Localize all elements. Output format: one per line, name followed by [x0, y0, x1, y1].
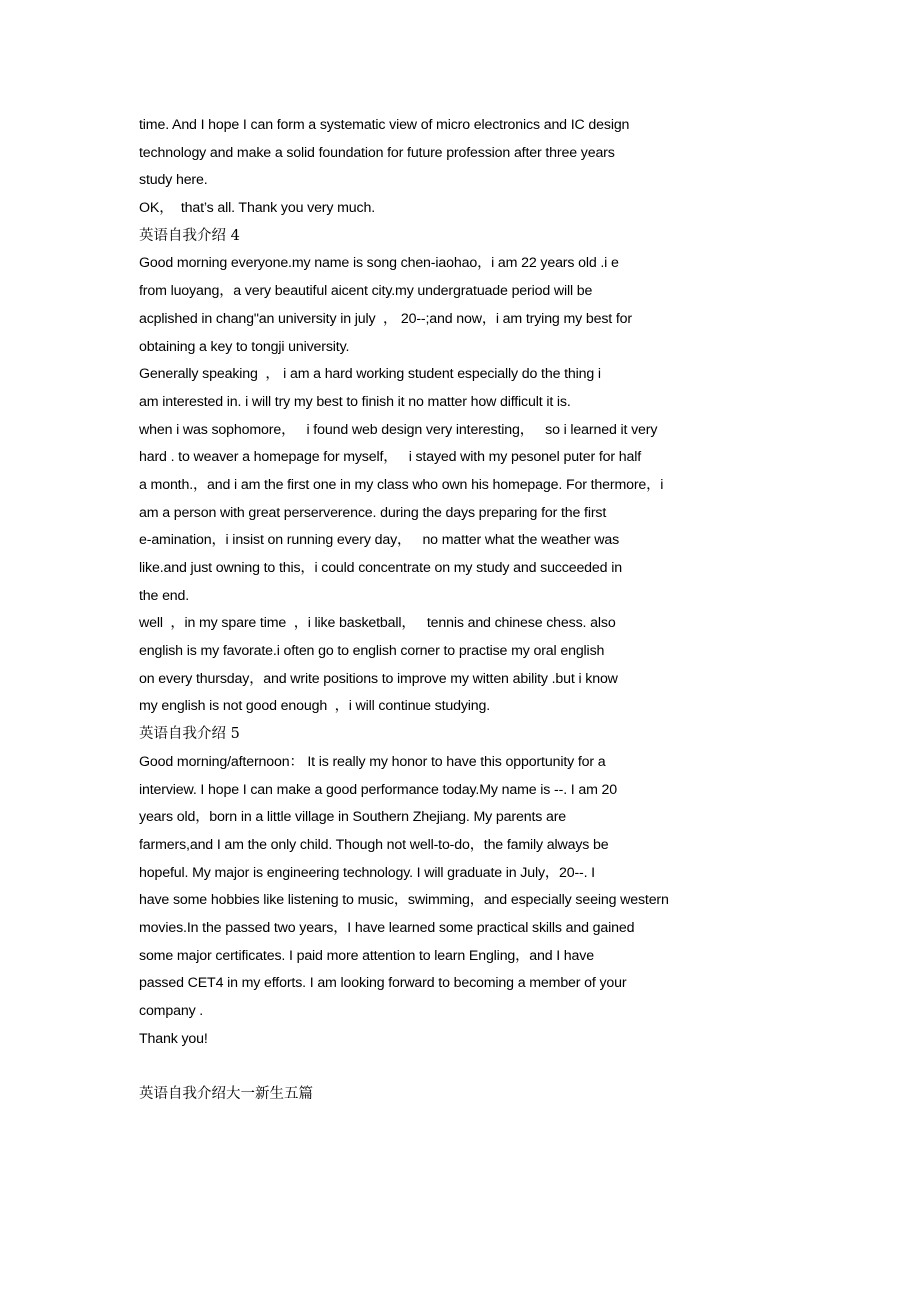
text-line: have some hobbies like listening to music，swimming，and especially seeing western — [139, 892, 669, 909]
text-line: study here. — [139, 172, 208, 189]
text-line: farmers,and I am the only child. Though not well-to-do，the family always be — [139, 836, 609, 853]
text-line: Thank you! — [139, 1030, 208, 1047]
text-line: obtaining a key to tongji university. — [139, 338, 350, 355]
document-footer-title: 英语自我介绍大一新生五篇 — [139, 1086, 313, 1103]
text-line: time. And I hope I can form a systematic view of micro electronics and IC design — [139, 117, 630, 133]
spacer — [139, 1056, 779, 1084]
text-line: like.and just owning to this，i could concentrate on my study and succeeded in — [139, 560, 622, 576]
section-heading: 英语自我介绍 4 — [139, 227, 240, 244]
text-line: passed CET4 in my efforts. I am looking forward to becoming a member of your — [139, 975, 627, 992]
section-4 — [139, 226, 779, 724]
text-line: am interested in. i will try my best to finish it no matter how difficult it is. — [139, 393, 571, 410]
text-line: years old，born in a little village in Southern Zhejiang. My parents are — [139, 809, 567, 826]
text-line: interview. I hope I can make a good performance today.My name is --. I am 20 — [139, 781, 618, 798]
document-page — [139, 115, 779, 1112]
text-line: some major certificates. I paid more attention to learn Engling，and I have — [139, 947, 594, 964]
section-heading: 英语自我介绍 5 — [139, 726, 240, 743]
intro-tail — [139, 115, 779, 226]
text-line: the end. — [139, 587, 190, 604]
text-line: e-amination，i insist on running every day， no matter what the weather was — [139, 532, 620, 549]
text-line: well ，in my spare time ，i like basketball， tennis and chinese chess. also — [139, 615, 616, 632]
text-line: hard . to weaver a homepage for myself， i stayed with my pesonel puter for half — [139, 449, 642, 466]
text-line: movies.In the passed two years，I have learned some practical skills and gained — [139, 919, 635, 936]
text-line: am a person with great perserverence. during the days preparing for the first — [139, 504, 607, 521]
text-line: Generally speaking ， i am a hard working student especially do the thing i — [139, 366, 601, 383]
text-line: hopeful. My major is engineering technology. I will graduate in July，20--. I — [139, 864, 595, 881]
text-line: technology and make a solid foundation for future profession after three years — [139, 144, 615, 161]
text-line: company . — [139, 1003, 204, 1019]
text-line: acplished in chang"an university in july ， 20--;and now，i am trying my best for — [139, 310, 632, 327]
text-line: when i was sophomore， i found web design very interesting， so i learned it very — [139, 421, 658, 438]
text-line: on every thursday，and write positions to improve my witten ability .but i know — [139, 670, 618, 687]
text-line: my english is not good enough ，i will continue studying. — [139, 698, 491, 715]
text-line: OK， that’s all. Thank you very much. — [139, 200, 376, 217]
text-line: Good morning everyone.my name is song chen-iaohao，i am 22 years old .i e — [139, 255, 619, 272]
section-5 — [139, 724, 779, 1056]
text-line: Good morning/afternoon： It is really my honor to have this opportunity for a — [139, 753, 606, 770]
text-line: english is my favorate.i often go to english corner to practise my oral english — [139, 643, 605, 660]
text-line: a month.，and i am the first one in my class who own his homepage. For thermore，i — [139, 476, 664, 493]
text-line: from luoyang，a very beautiful aicent city.my undergratuade period will be — [139, 283, 593, 300]
